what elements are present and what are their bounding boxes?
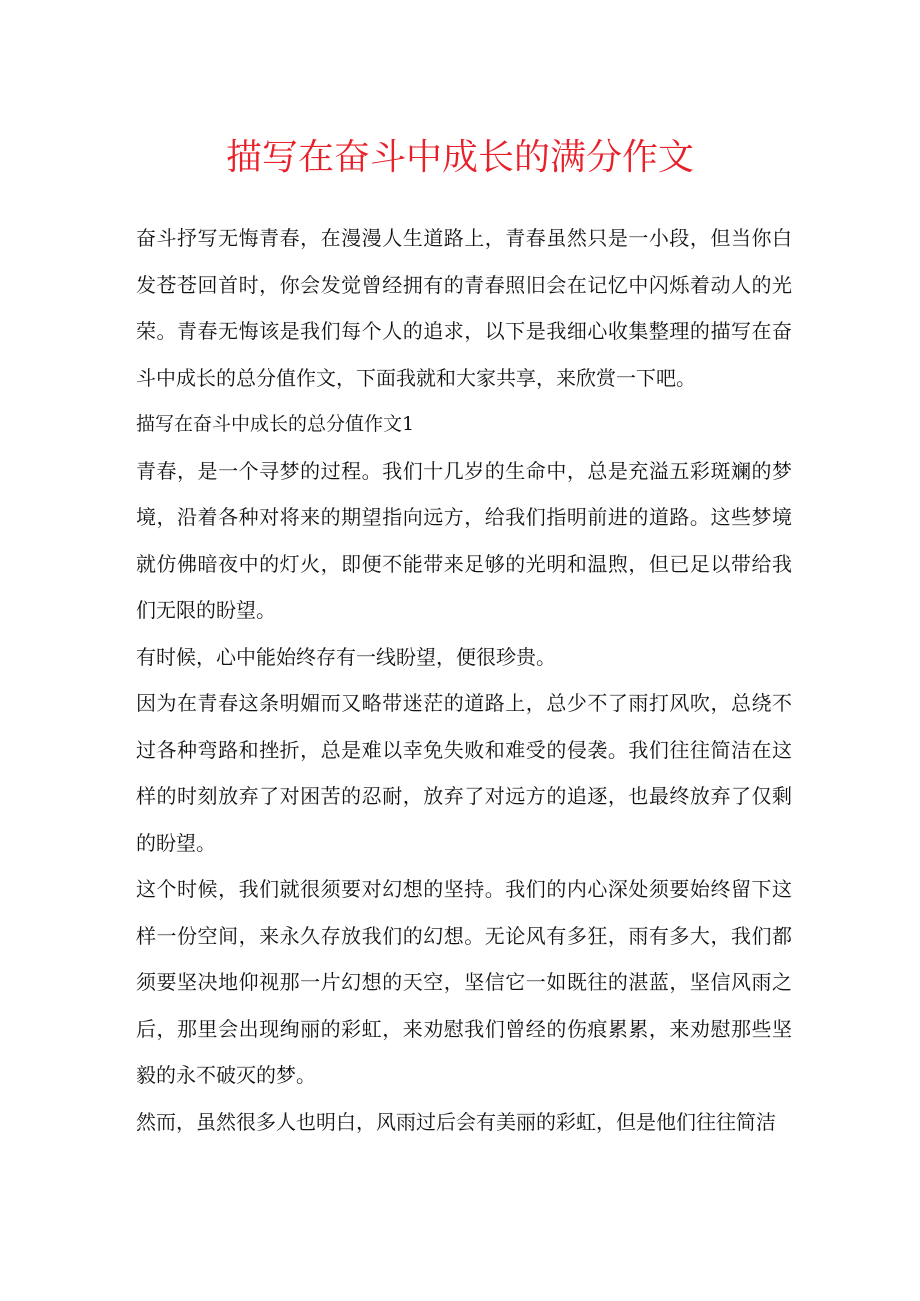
body-paragraph: 青春，是一个寻梦的过程。我们十几岁的生命中，总是充溢五彩斑斓的梦境，沿着各种对将来的期望指向远方，给我们指明前进的道路。这些梦境就仿佛暗夜中的灯火，即便不能带来足够的光明和温煦，但已足以带给我们无限的盼望。: [136, 458, 792, 622]
intro-paragraph: 奋斗抒写无悔青春，在漫漫人生道路上，青春虽然只是一小段，但当你白发苍苍回首时，你会发觉曾经拥有的青春照旧会在记忆中闪烁着动人的光荣。青春无悔该是我们每个人的追求，以下是我细心收集整理的描写在奋斗中成长的总分值作文，下面我就和大家共享，来欣赏一下吧。: [136, 226, 792, 390]
document-title: 描写在奋斗中成长的满分作文: [225, 137, 694, 178]
document-body: [136, 215, 792, 1145]
section-heading: 描写在奋斗中成长的总分值作文1: [136, 413, 415, 435]
body-paragraph: 然而，虽然很多人也明白，风雨过后会有美丽的彩虹，但是他们往往简洁: [136, 1109, 776, 1134]
body-paragraph: 这个时候，我们就很须要对幻想的坚持。我们的内心深处须要始终留下这样一份空间，来永久存放我们的幻想。无论风有多狂，雨有多大，我们都须要坚决地仰视那一片幻想的天空，坚信它一如既往的湛蓝，坚信风雨之后，那里会出现绚丽的彩虹，来劝慰我们曾经的伤痕累累，来劝慰那些坚毅的永不破灭的梦。: [136, 877, 792, 1087]
body-paragraph: 有时候，心中能始终存有一线盼望，便很珍贵。: [136, 644, 556, 669]
body-paragraph: 因为在青春这条明媚而又略带迷茫的道路上，总少不了雨打风吹，总绕不过各种弯路和挫折，总是难以幸免失败和难受的侵袭。我们往往简洁在这样的时刻放弃了对困苦的忍耐，放弃了对远方的追逐，也最终放弃了仅剩的盼望。: [136, 691, 792, 855]
